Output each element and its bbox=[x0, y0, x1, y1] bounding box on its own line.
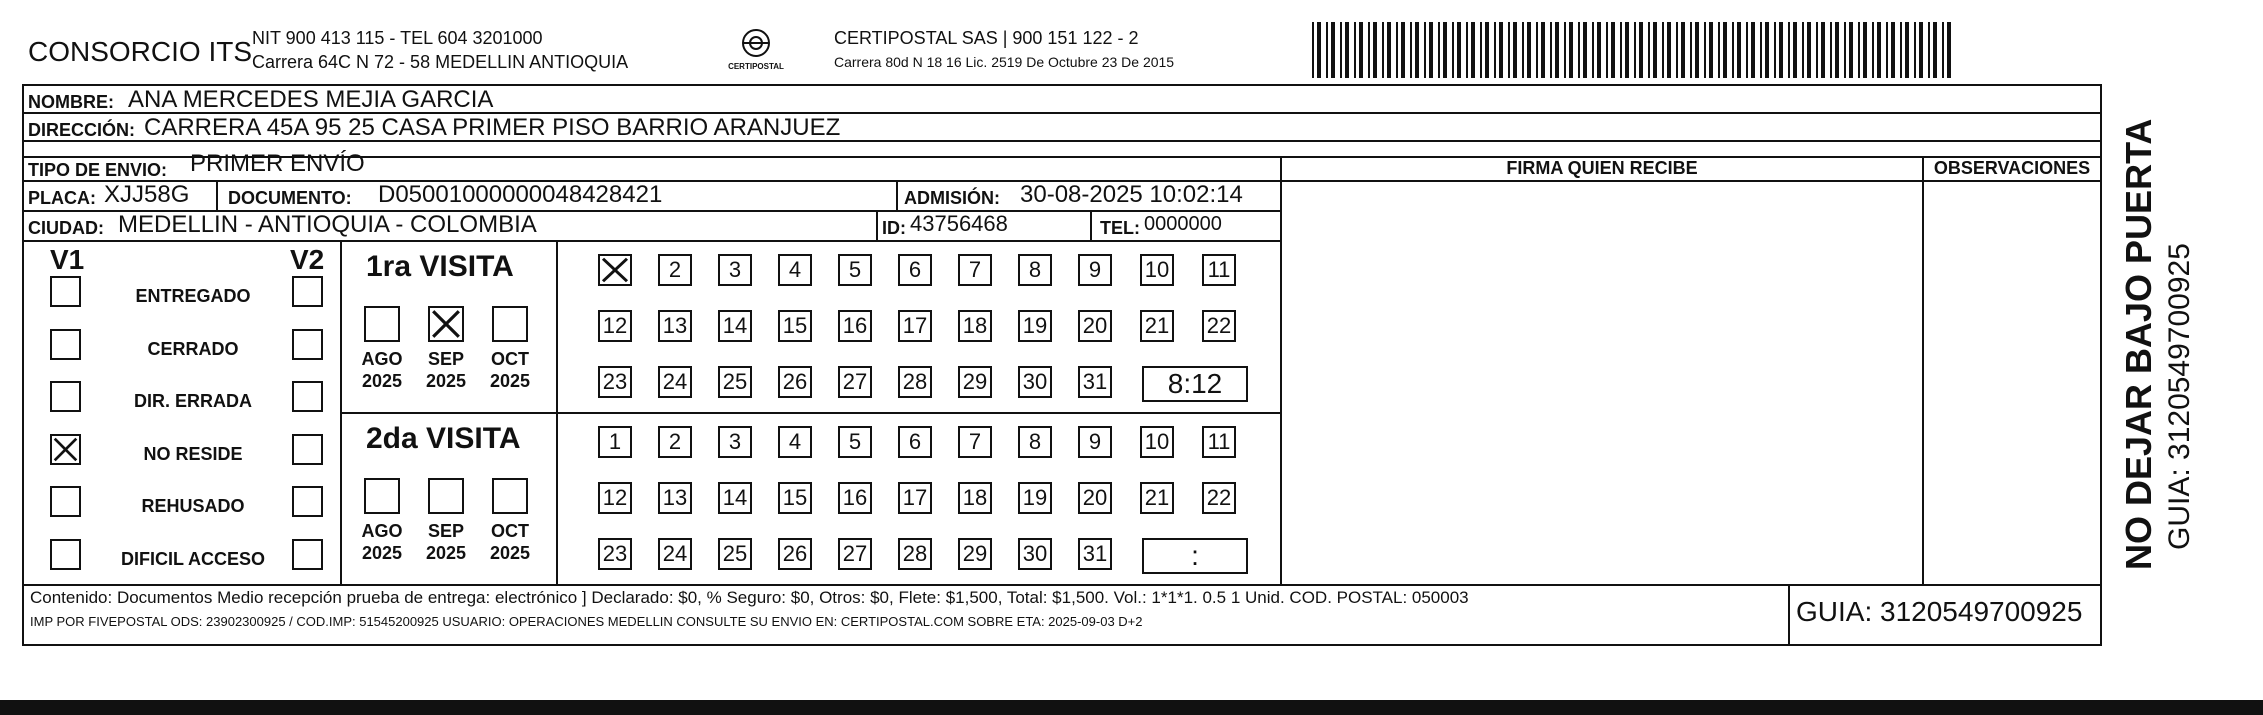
day-box[interactable]: 4 bbox=[778, 254, 812, 286]
day-box[interactable]: 19 bbox=[1018, 482, 1052, 514]
v2-checkbox[interactable] bbox=[292, 539, 323, 570]
status-label: DIR. ERRADA bbox=[133, 391, 252, 411]
day-box[interactable]: 20 bbox=[1078, 310, 1112, 342]
day-box[interactable]: 1 bbox=[598, 426, 632, 458]
imp-text: IMP POR FIVEPOSTAL ODS: 23902300925 / COD.IMP: 51545200925 USUARIO: OPERACIONES MEDELLIN CONSULTE SU ENVIO EN: CERTIPOSTAL.COM SOBRE ETA: 2025-09-03 D+2 bbox=[30, 614, 1143, 629]
day-box[interactable]: 20 bbox=[1078, 482, 1112, 514]
nombre-label: NOMBRE: bbox=[28, 92, 114, 112]
v1-checkbox[interactable] bbox=[50, 486, 81, 517]
day-box[interactable]: 22 bbox=[1202, 482, 1236, 514]
time-box[interactable]: : bbox=[1142, 538, 1248, 574]
day-box[interactable]: 22 bbox=[1202, 310, 1236, 342]
day-box[interactable]: 3 bbox=[718, 426, 752, 458]
v1-checkbox[interactable] bbox=[50, 329, 81, 360]
day-box[interactable]: 8 bbox=[1018, 426, 1052, 458]
day-box[interactable]: 16 bbox=[838, 482, 872, 514]
ciudad-value: MEDELLIN - ANTIOQUIA - COLOMBIA bbox=[118, 211, 537, 238]
day-box[interactable]: 13 bbox=[658, 310, 692, 342]
month-year: 2025 bbox=[361, 543, 403, 563]
day-box[interactable]: 31 bbox=[1078, 366, 1112, 398]
placa-label: PLACA: bbox=[28, 188, 96, 208]
month-label bbox=[421, 520, 471, 564]
day-box[interactable]: 16 bbox=[838, 310, 872, 342]
day-box[interactable]: 5 bbox=[838, 426, 872, 458]
v2-checkbox[interactable] bbox=[292, 381, 323, 412]
side-guia-text: GUIA: 3120549700925 bbox=[2163, 243, 2196, 550]
logo-text: CERTIPOSTAL bbox=[728, 62, 784, 71]
day-box[interactable]: 25 bbox=[718, 366, 752, 398]
v1-checkbox[interactable] bbox=[50, 434, 81, 465]
v1-label: V1 bbox=[50, 244, 85, 275]
day-box[interactable]: 18 bbox=[958, 482, 992, 514]
day-box[interactable]: 9 bbox=[1078, 254, 1112, 286]
day-box[interactable]: 8 bbox=[1018, 254, 1052, 286]
month-name: AGO bbox=[361, 521, 403, 541]
day-box[interactable]: 5 bbox=[838, 254, 872, 286]
bottom-bar bbox=[0, 700, 2263, 715]
direccion-label: DIRECCIÓN: bbox=[28, 120, 135, 140]
status-label: ENTREGADO bbox=[135, 286, 251, 306]
day-box[interactable]: 17 bbox=[898, 482, 932, 514]
day-box[interactable]: 6 bbox=[898, 254, 932, 286]
day-box[interactable]: 29 bbox=[958, 366, 992, 398]
month-name: OCT bbox=[491, 349, 529, 369]
day-box[interactable]: 23 bbox=[598, 366, 632, 398]
day-box[interactable]: 26 bbox=[778, 538, 812, 570]
month-name: SEP bbox=[427, 521, 465, 541]
day-box[interactable]: 15 bbox=[778, 482, 812, 514]
day-box[interactable]: 19 bbox=[1018, 310, 1052, 342]
day-box[interactable]: 14 bbox=[718, 482, 752, 514]
day-box[interactable]: 27 bbox=[838, 366, 872, 398]
month-year: 2025 bbox=[361, 371, 403, 391]
month-label bbox=[357, 348, 407, 392]
day-box[interactable]: 10 bbox=[1140, 254, 1174, 286]
month-year: 2025 bbox=[425, 371, 467, 391]
day-box[interactable]: 28 bbox=[898, 538, 932, 570]
month-checkbox[interactable] bbox=[492, 478, 528, 514]
day-box[interactable]: 23 bbox=[598, 538, 632, 570]
admision-label: ADMISIÓN: bbox=[904, 188, 1000, 208]
day-box[interactable]: 30 bbox=[1018, 538, 1052, 570]
status-label: NO RESIDE bbox=[143, 444, 243, 464]
tel-value: 0000000 bbox=[1144, 213, 1222, 235]
direccion-value: CARRERA 45A 95 25 CASA PRIMER PISO BARRIO ARANJUEZ bbox=[144, 114, 841, 141]
day-box[interactable]: 3 bbox=[718, 254, 752, 286]
month-label bbox=[485, 520, 535, 564]
month-year: 2025 bbox=[489, 371, 531, 391]
month-checkbox[interactable] bbox=[428, 306, 464, 342]
visit-title: 2da VISITA bbox=[366, 422, 521, 455]
tipo-label: TIPO DE ENVIO: bbox=[28, 160, 168, 180]
v2-checkbox[interactable] bbox=[292, 434, 323, 465]
day-box[interactable]: 24 bbox=[658, 366, 692, 398]
day-box[interactable]: 24 bbox=[658, 538, 692, 570]
admision-value: 30-08-2025 10:02:14 bbox=[1020, 181, 1243, 208]
v1-checkbox[interactable] bbox=[50, 381, 81, 412]
day-box[interactable]: 4 bbox=[778, 426, 812, 458]
status-label: DIFICIL ACCESO bbox=[120, 549, 265, 569]
day-box[interactable] bbox=[598, 254, 632, 286]
courier-address: Carrera 80d N 18 16 Lic. 2519 De Octubre 23 De 2015 bbox=[834, 54, 1175, 70]
month-name: AGO bbox=[361, 349, 403, 369]
day-box[interactable]: 2 bbox=[658, 254, 692, 286]
id-label: ID: bbox=[882, 218, 906, 238]
month-checkbox[interactable] bbox=[492, 306, 528, 342]
month-year: 2025 bbox=[489, 543, 531, 563]
day-box[interactable]: 27 bbox=[838, 538, 872, 570]
day-box[interactable]: 2 bbox=[658, 426, 692, 458]
day-box[interactable]: 21 bbox=[1140, 482, 1174, 514]
month-checkbox[interactable] bbox=[428, 478, 464, 514]
v1-checkbox[interactable] bbox=[50, 276, 81, 307]
courier-line: CERTIPOSTAL SAS | 900 151 122 - 2 bbox=[834, 28, 1139, 48]
tel-label: TEL: bbox=[1100, 218, 1140, 238]
month-name: SEP bbox=[427, 349, 465, 369]
month-label bbox=[421, 348, 471, 392]
day-box[interactable]: 28 bbox=[898, 366, 932, 398]
tipo-value: PRIMER ENVÍO bbox=[190, 150, 365, 177]
day-box[interactable]: 18 bbox=[958, 310, 992, 342]
day-box[interactable]: 14 bbox=[718, 310, 752, 342]
day-box[interactable]: 7 bbox=[958, 426, 992, 458]
day-box[interactable]: 11 bbox=[1202, 426, 1236, 458]
documento-label: DOCUMENTO: bbox=[228, 188, 352, 208]
certipostal-logo bbox=[728, 26, 784, 76]
side-warning bbox=[2116, 110, 2226, 570]
observaciones-header: OBSERVACIONES bbox=[1933, 158, 2091, 178]
day-box[interactable]: 30 bbox=[1018, 366, 1052, 398]
nit-line: NIT 900 413 115 - TEL 604 3201000 bbox=[252, 28, 543, 48]
visit-title: 1ra VISITA bbox=[366, 250, 514, 283]
day-box[interactable]: 15 bbox=[778, 310, 812, 342]
day-box[interactable]: 12 bbox=[598, 482, 632, 514]
day-box[interactable]: 11 bbox=[1202, 254, 1236, 286]
day-box[interactable]: 12 bbox=[598, 310, 632, 342]
day-box[interactable]: 7 bbox=[958, 254, 992, 286]
status-label: CERRADO bbox=[147, 339, 239, 359]
month-checkbox[interactable] bbox=[364, 478, 400, 514]
v2-checkbox[interactable] bbox=[292, 329, 323, 360]
firma-header: FIRMA QUIEN RECIBE bbox=[1506, 158, 1698, 178]
day-box[interactable]: 26 bbox=[778, 366, 812, 398]
day-box[interactable]: 21 bbox=[1140, 310, 1174, 342]
documento-value: D05001000000048428421 bbox=[378, 181, 663, 208]
month-name: OCT bbox=[491, 521, 529, 541]
v2-checkbox[interactable] bbox=[292, 486, 323, 517]
day-box[interactable]: 17 bbox=[898, 310, 932, 342]
guia-footer: GUIA: 3120549700925 bbox=[1796, 596, 2083, 627]
day-box[interactable]: 6 bbox=[898, 426, 932, 458]
v1-checkbox[interactable] bbox=[50, 539, 81, 570]
month-checkbox[interactable] bbox=[364, 306, 400, 342]
nombre-value: ANA MERCEDES MEJIA GARCIA bbox=[128, 86, 494, 113]
no-dejar-text: NO DEJAR BAJO PUERTA bbox=[2118, 118, 2159, 570]
day-box[interactable]: 25 bbox=[718, 538, 752, 570]
ciudad-label: CIUDAD: bbox=[28, 218, 104, 238]
day-box[interactable]: 29 bbox=[958, 538, 992, 570]
barcode bbox=[1312, 22, 1952, 78]
day-box[interactable]: 13 bbox=[658, 482, 692, 514]
company-name: CONSORCIO ITS bbox=[28, 36, 253, 67]
address-line: Carrera 64C N 72 - 58 MEDELLIN ANTIOQUIA bbox=[252, 52, 629, 72]
placa-value: XJJ58G bbox=[104, 181, 190, 208]
v2-label: V2 bbox=[290, 244, 325, 275]
time-box[interactable]: 8:12 bbox=[1142, 366, 1248, 402]
contenido-text: Contenido: Documentos Medio recepción prueba de entrega: electrónico ] Declarado: $0, % Seguro: $0, Otros: $0, Flete: $1,500, Total: $1,500. Vol.: 1*1*1. 0.5 1 Unid. COD. POSTAL: 050003 bbox=[30, 588, 1469, 607]
day-box[interactable]: 31 bbox=[1078, 538, 1112, 570]
month-year: 2025 bbox=[425, 543, 467, 563]
status-label: REHUSADO bbox=[141, 496, 245, 516]
day-box[interactable]: 10 bbox=[1140, 426, 1174, 458]
id-value: 43756468 bbox=[910, 211, 1008, 236]
month-label bbox=[357, 520, 407, 564]
month-label bbox=[485, 348, 535, 392]
v2-checkbox[interactable] bbox=[292, 276, 323, 307]
day-box[interactable]: 9 bbox=[1078, 426, 1112, 458]
